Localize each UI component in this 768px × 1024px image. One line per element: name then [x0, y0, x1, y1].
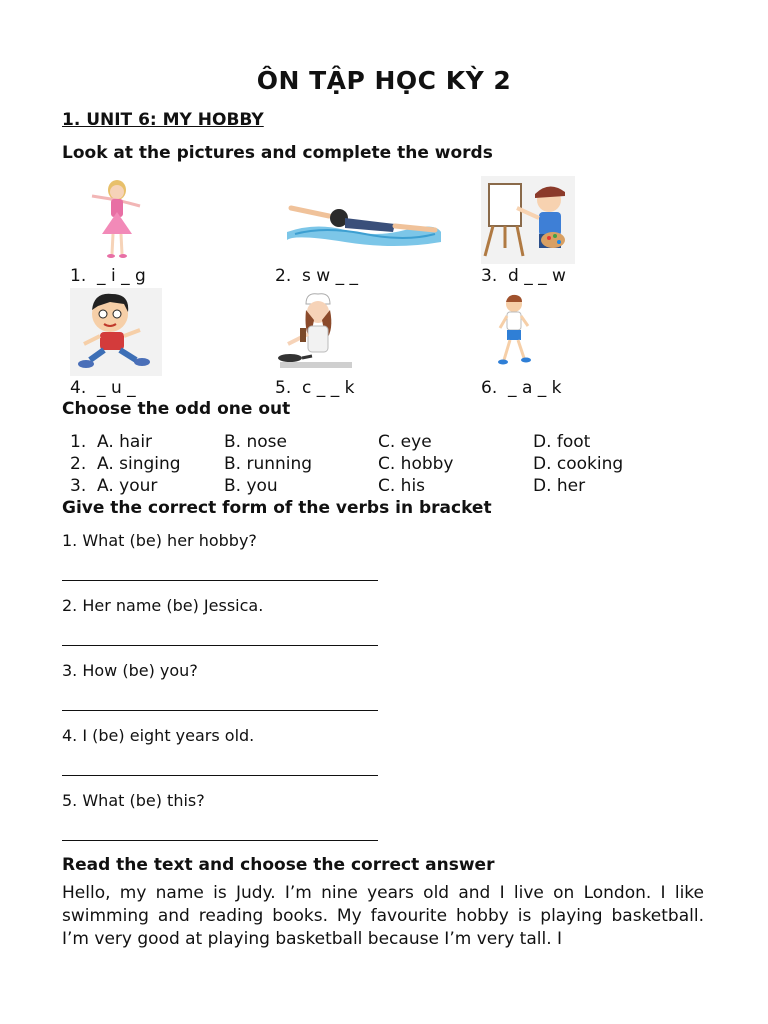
verb-question: 3. How (be) you? — [62, 661, 198, 680]
odd-option-a: A. your — [97, 476, 158, 496]
running-boy-icon — [70, 288, 162, 376]
verb-question: 2. Her name (be) Jessica. — [62, 596, 264, 615]
page-title: ÔN TẬP HỌC KỲ 2 — [256, 66, 512, 95]
answer-line[interactable] — [62, 840, 378, 841]
odd-row-number: 2. — [70, 454, 87, 474]
odd-row-number: 1. — [70, 432, 87, 452]
word-number: 1. — [70, 266, 87, 286]
word-item-6 — [481, 378, 562, 398]
word-item-5 — [275, 378, 354, 398]
cooking-girl-icon — [276, 290, 360, 374]
word-pattern: _ i _ g — [97, 266, 146, 286]
word-number: 3. — [481, 266, 498, 286]
odd-option-b: B. nose — [224, 432, 287, 452]
word-pattern: c _ _ k — [302, 378, 355, 398]
pictures-section-heading: Look at the pictures and complete the words — [62, 143, 493, 163]
word-item-3 — [481, 266, 566, 286]
odd-row — [70, 432, 710, 454]
odd-row — [70, 454, 710, 476]
word-number: 4. — [70, 378, 87, 398]
odd-option-c: C. his — [378, 476, 426, 496]
verb-question: 5. What (be) this? — [62, 791, 205, 810]
odd-option-b: B. running — [224, 454, 313, 474]
answer-line[interactable] — [62, 580, 378, 581]
odd-option-a: A. singing — [97, 454, 181, 474]
odd-option-b: B. you — [224, 476, 278, 496]
odd-section-heading: Choose the odd one out — [62, 399, 291, 419]
verb-question: 4. I (be) eight years old. — [62, 726, 255, 745]
word-pattern: _ a _ k — [508, 378, 562, 398]
odd-option-d: D. foot — [533, 432, 591, 452]
unit-heading: 1. UNIT 6: MY HOBBY — [62, 110, 264, 130]
odd-row-number: 3. — [70, 476, 87, 496]
word-number: 5. — [275, 378, 292, 398]
odd-option-c: C. hobby — [378, 454, 454, 474]
answer-line[interactable] — [62, 645, 378, 646]
dancing-girl-icon — [82, 176, 152, 262]
odd-option-a: A. hair — [97, 432, 153, 452]
odd-option-d: D. cooking — [533, 454, 624, 474]
reading-passage: Hello, my name is Judy. I’m nine years old and I live on London. I like swimming and reading books. My favourite hobby is playing basketball. I’m very good at playing basketball because I’m very tall. I — [62, 883, 704, 949]
word-item-4 — [70, 378, 136, 398]
word-pattern: _ u _ — [97, 378, 136, 398]
word-pattern: s w _ _ — [302, 266, 359, 286]
answer-line[interactable] — [62, 710, 378, 711]
word-item-1 — [70, 266, 146, 286]
answer-line[interactable] — [62, 775, 378, 776]
verbs-section-heading: Give the correct form of the verbs in bracket — [62, 498, 492, 518]
word-number: 6. — [481, 378, 498, 398]
odd-row — [70, 476, 710, 498]
word-pattern: d _ _ w — [508, 266, 566, 286]
painter-boy-icon — [481, 176, 575, 264]
word-number: 2. — [275, 266, 292, 286]
verb-question: 1. What (be) her hobby? — [62, 531, 257, 550]
word-item-2 — [275, 266, 358, 286]
odd-option-c: C. eye — [378, 432, 432, 452]
walking-boy-icon — [492, 292, 536, 368]
swimmer-icon — [285, 194, 443, 250]
reading-section-heading: Read the text and choose the correct answer — [62, 855, 495, 875]
odd-option-d: D. her — [533, 476, 586, 496]
